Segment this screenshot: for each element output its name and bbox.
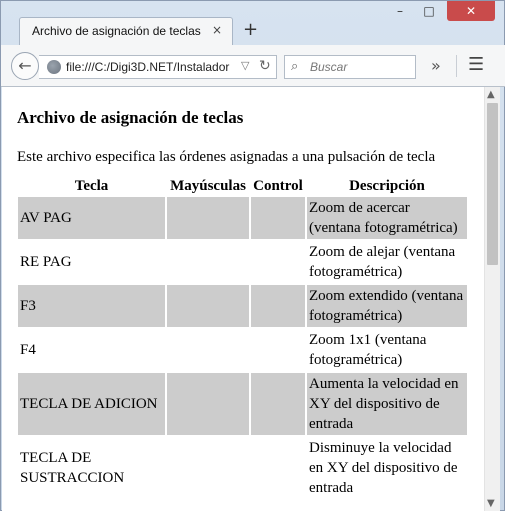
cell-key: F3 bbox=[18, 285, 165, 327]
cell-description: Disminuye la velocidad en XY del dispositivo de entrada bbox=[309, 440, 458, 496]
cell-control bbox=[251, 373, 305, 435]
new-tab-button[interactable]: + bbox=[243, 19, 259, 40]
cell-key: AV PAG bbox=[18, 197, 165, 239]
cell-control bbox=[251, 329, 305, 371]
cell-description: Zoom extendido (ventana fotogramétrica) bbox=[307, 285, 467, 327]
cell-control bbox=[251, 241, 305, 283]
scroll-thumb[interactable] bbox=[487, 103, 498, 265]
navigation-toolbar bbox=[1, 45, 505, 87]
table-row bbox=[18, 197, 467, 239]
cell-key: F4 bbox=[20, 342, 36, 358]
table-row bbox=[18, 437, 467, 499]
globe-icon bbox=[47, 60, 61, 74]
window-close-button[interactable]: ✕ bbox=[447, 1, 495, 21]
cell-description: Zoom 1x1 (ventana fotogramétrica) bbox=[309, 332, 427, 368]
hamburger-menu-icon[interactable]: ☰ bbox=[468, 54, 485, 75]
page-content bbox=[17, 107, 477, 501]
cell-control bbox=[251, 437, 305, 499]
chevron-down-icon[interactable]: ▽ bbox=[241, 59, 250, 72]
table-row bbox=[18, 285, 467, 327]
cell-shift bbox=[167, 197, 249, 239]
tab-archivo[interactable] bbox=[19, 17, 233, 45]
search-icon: ⌕ bbox=[291, 59, 299, 74]
reload-icon[interactable]: ↻ bbox=[259, 58, 271, 74]
back-button[interactable] bbox=[11, 52, 39, 80]
cell-key: TECLA DE SUSTRACCION bbox=[20, 450, 125, 486]
table-header-row bbox=[18, 177, 467, 195]
tab-strip bbox=[1, 1, 505, 45]
tab-title: Archivo de asignación de teclas bbox=[32, 24, 201, 38]
cell-shift bbox=[167, 241, 249, 283]
page-title: Archivo de asignación de teclas bbox=[17, 108, 244, 127]
header-tecla: Tecla bbox=[74, 178, 109, 194]
scroll-down-icon[interactable]: ▼ bbox=[487, 498, 495, 509]
table-row bbox=[18, 329, 467, 371]
header-mayusculas: Mayúsculas bbox=[170, 178, 246, 194]
cell-description: Zoom de alejar (ventana fotogramétrica) bbox=[309, 244, 456, 280]
table-row bbox=[18, 241, 467, 283]
page-description: Este archivo especifica las órdenes asignadas a una pulsación de tecla bbox=[17, 149, 436, 165]
maximize-button[interactable]: □ bbox=[423, 4, 435, 18]
table-row bbox=[18, 373, 467, 435]
search-input[interactable] bbox=[284, 55, 416, 79]
cell-control bbox=[251, 197, 305, 239]
search-placeholder: Buscar bbox=[310, 60, 348, 74]
cell-key: TECLA DE ADICION bbox=[18, 373, 165, 435]
page-viewport bbox=[2, 87, 484, 511]
toolbar-separator bbox=[456, 55, 457, 77]
key-assignment-table bbox=[16, 175, 469, 501]
cell-shift bbox=[167, 329, 249, 371]
scroll-up-icon[interactable]: ▲ bbox=[487, 89, 495, 100]
header-descripcion: Descripción bbox=[349, 178, 425, 194]
double-chevron-icon[interactable]: » bbox=[431, 56, 441, 75]
back-arrow-icon: ← bbox=[18, 56, 32, 75]
cell-shift bbox=[167, 437, 249, 499]
url-text: file:///C:/Digi3D.NET/Instalador bbox=[66, 60, 230, 74]
cell-shift bbox=[167, 285, 249, 327]
cell-description: Zoom de acercar (ventana fotogramétrica) bbox=[307, 197, 467, 239]
vertical-scrollbar[interactable] bbox=[484, 87, 500, 511]
close-icon[interactable]: × bbox=[211, 23, 222, 37]
header-control: Control bbox=[253, 178, 303, 194]
cell-shift bbox=[167, 373, 249, 435]
cell-description: Aumenta la velocidad en XY del dispositivo de entrada bbox=[307, 373, 467, 435]
minimize-button[interactable]: – bbox=[397, 4, 403, 18]
url-bar[interactable] bbox=[39, 55, 277, 79]
cell-control bbox=[251, 285, 305, 327]
cell-key: RE PAG bbox=[20, 254, 72, 270]
